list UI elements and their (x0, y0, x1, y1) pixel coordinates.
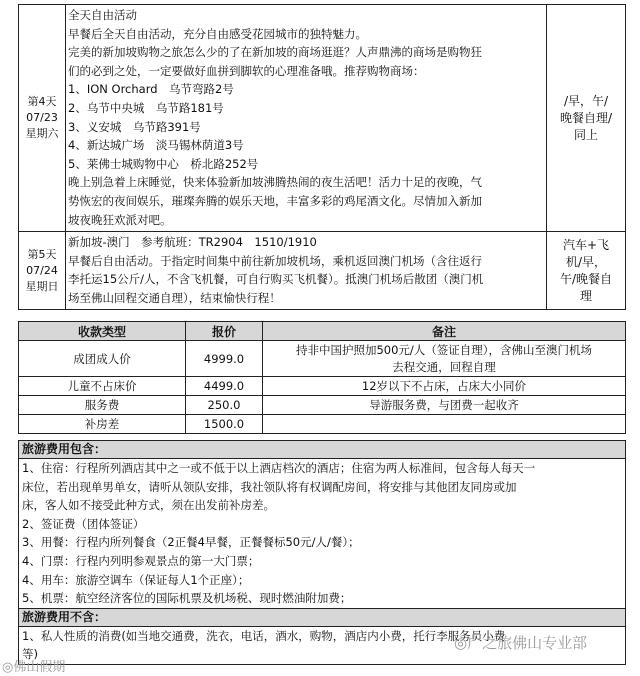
price-value: 4999.0 (186, 341, 263, 377)
desc-line: 3、义安城 乌节路391号 (68, 119, 201, 134)
meal-line: 午/晚餐自 (559, 271, 613, 286)
desc-line: 坡夜晚狂欢派对吧。 (68, 212, 172, 227)
watermark-left: ◎佛山假期 (2, 660, 66, 675)
header-type: 收款类型 (19, 322, 186, 341)
price-type: 儿童不占床价 (19, 377, 186, 396)
day-label: 第5天 (27, 247, 57, 261)
includes-item: 床，客人如不接受此种方式，须在出发前补房差。 (22, 498, 275, 513)
price-note: 12岁以下不占床，占床大小同价 (263, 377, 626, 396)
meal-line: /早，午/ (563, 93, 609, 108)
excludes-title: 旅游费用不含： (19, 608, 626, 626)
day-description (66, 232, 547, 310)
day-label: 第4天 (27, 95, 57, 108)
includes-item: 1、住宿：行程所列酒店其中之一或不低于以上酒店档次的酒店；住宿为两人标准间，包含每人每天一 (22, 461, 536, 475)
price-type: 服务费 (19, 396, 186, 415)
desc-line: 场至佛山回程交通自理），结束愉快行程！ (68, 290, 281, 305)
note-line: 去程交通，回程自理 (392, 359, 496, 374)
includes-item: 4、门票：行程内列明参观景点的第一大门票； (22, 553, 260, 568)
meal-line: 晚餐自理/ (559, 110, 613, 125)
desc-line: 李托运15公斤/人，不含飞机餐，可自行购买飞机餐）。抵澳门机场后散团（澳门机 (68, 272, 484, 287)
meal-cell (547, 5, 626, 232)
excludes-item: 1、私人性质的消费(如当地交通费，洗衣，电话，酒水，购物，酒店内小费，托行李服务员小费 (22, 628, 506, 643)
price-type: 成团成人价 (19, 341, 186, 377)
day-weekday: 星期六 (25, 127, 59, 140)
price-note (263, 415, 626, 434)
meal-line: 理 (579, 288, 592, 303)
price-value: 1500.0 (186, 415, 263, 434)
itinerary-table (18, 4, 626, 310)
desc-line: 势恢宏的夜间娱乐，璀璨奔腾的娱乐天地，丰富多彩的鸡尾酒文化。尽情加入新加 (68, 193, 482, 208)
desc-line: 4、新达城广场 淡马锡林荫道3号 (68, 138, 244, 153)
desc-line: 5、莱佛士城购物中心 桥北路252号 (68, 156, 259, 171)
day-date: 07/24 (26, 263, 58, 277)
price-note (263, 341, 626, 377)
price-row (19, 377, 626, 396)
itinerary-row-day5 (19, 232, 626, 310)
meal-line: 机/早， (565, 254, 607, 269)
desc-line: 1、ION Orchard 乌节弯路2号 (68, 82, 234, 97)
meal-line: 同上 (573, 127, 598, 142)
header-price: 报价 (186, 322, 263, 341)
desc-line: 2、乌节中央城 乌节路181号 (68, 100, 224, 115)
day-weekday: 星期日 (25, 279, 59, 293)
day-cell (19, 232, 66, 310)
price-type: 补房差 (19, 415, 186, 434)
meal-line: 汽车+飞 (562, 237, 610, 252)
desc-line: 们的必到之处，一定要做好血拼到脚软的心理准备哦。推荐购物商场： (68, 63, 425, 78)
itinerary-row-day4 (19, 5, 626, 232)
price-value: 4499.0 (186, 377, 263, 396)
desc-line: 全天自由活动 (68, 8, 137, 22)
day-cell (19, 5, 66, 232)
price-header-row (19, 322, 626, 341)
header-note: 备注 (263, 322, 626, 341)
desc-line: 早餐后自由活动。于指定时间集中前往新加坡机场，乘机返回澳门机场（含往返行 (68, 253, 482, 268)
includes-item: 3、用餐：行程内所列餐食（2正餐4早餐，正餐餐标50元/人/餐）； (22, 535, 360, 550)
desc-line: 新加坡-澳门 参考航班：TR2904 1510/1910 (68, 235, 317, 249)
includes-item: 床位，若出现单男单女，请听从领队安排，我社领队将有权调配房间，将安排与其他团友同房或加 (22, 479, 517, 494)
includes-item: 5、机票：航空经济客位的国际机票及机场税、现时燃油附加费； (22, 591, 352, 606)
watermark-right: ◎广之旅佛山专业部 (454, 634, 588, 652)
includes-item: 4、用车：旅游空调车（保证每人1个正座）； (22, 572, 250, 587)
price-row (19, 341, 626, 377)
price-value: 250.0 (186, 396, 263, 415)
meal-cell (547, 232, 626, 310)
desc-line: 完美的新加坡购物之旅怎么少的了在新加坡的商场逛逛？人声鼎沸的商场是购物狂 (68, 45, 482, 60)
day-date: 07/23 (26, 111, 58, 124)
includes-body (19, 459, 626, 609)
price-note: 导游服务费，与团费一起收齐 (263, 396, 626, 415)
desc-line: 早餐后全天自由活动，充分自由感受花园城市的独特魅力。 (68, 26, 367, 41)
day-description (66, 5, 547, 232)
includes-item: 2、签证费（团体签证） (22, 516, 145, 531)
price-table (18, 321, 626, 434)
desc-line: 晚上别急着上床睡觉，快来体验新加坡沸腾热闹的夜生活吧！活力十足的夜晚，气 (68, 175, 482, 190)
note-line: 持非中国护照加500元/人（签证自理），含佛山至澳门机场 (295, 342, 593, 357)
price-row (19, 396, 626, 415)
includes-title: 旅游费用包含： (19, 441, 626, 459)
excludes-item: 等) (22, 647, 38, 662)
price-row (19, 415, 626, 434)
